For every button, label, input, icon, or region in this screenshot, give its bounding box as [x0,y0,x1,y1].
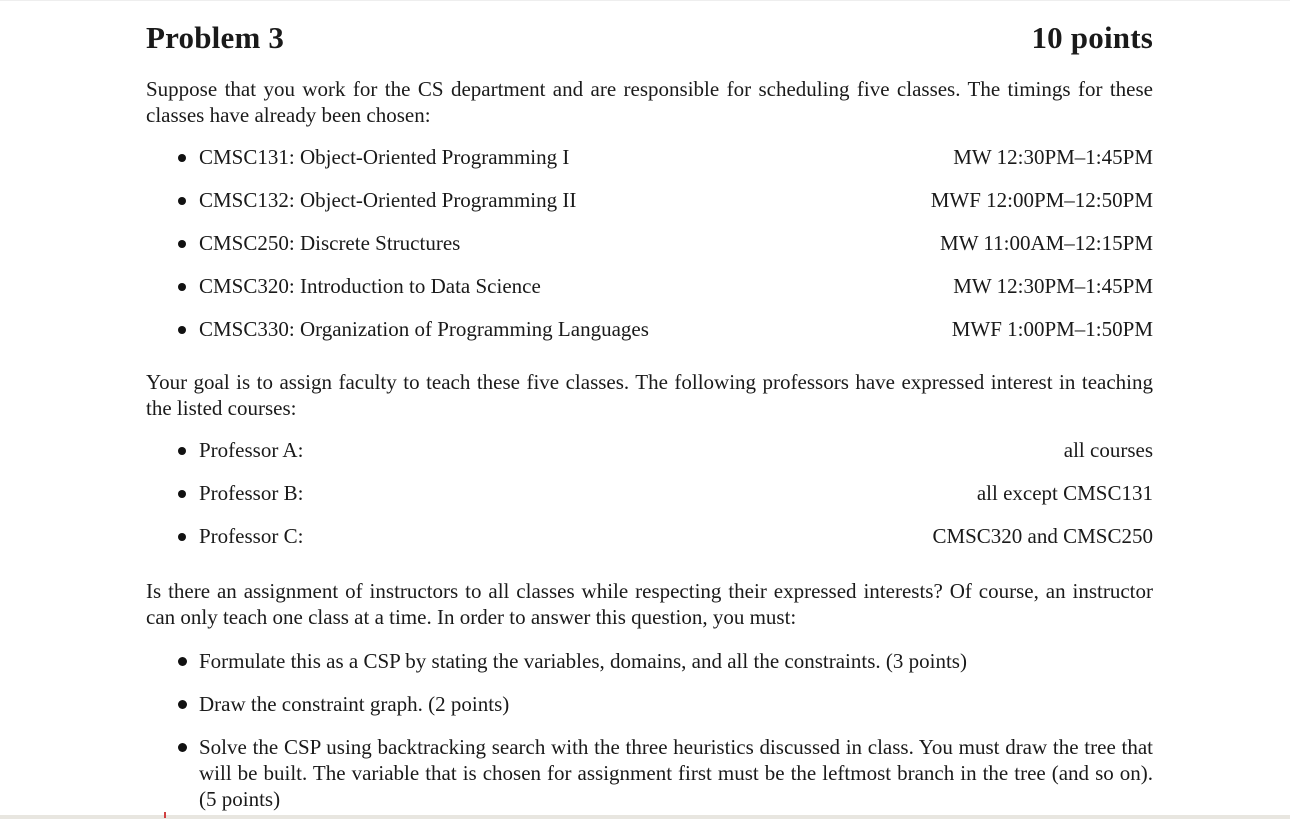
course-time: MWF 12:00PM–12:50PM [930,188,1153,212]
task-text: Solve the CSP using backtracking search with the three heuristics discussed in class. You must draw the tree that will be built. The variable that is chosen for assignment first must be the leftmost branch in the tree (and so on). (5 points) [199,735,1153,811]
course-name: CMSC330: Organization of Programming Languages [199,317,649,341]
document-page [146,20,1153,829]
professor-name: Professor B: [199,481,304,505]
bullet-icon [178,197,186,205]
problem-header [146,20,1153,60]
professor-item [146,523,1153,566]
question-paragraph: Is there an assignment of instructors to all classes while respecting their expressed interests? Of course, an instructor can only teach one class at a time. In order to answer this question, you must: [146,579,1153,629]
course-time: MWF 1:00PM–1:50PM [951,317,1153,341]
course-name: CMSC132: Object-Oriented Programming II [199,188,577,212]
course-time: MW 11:00AM–12:15PM [940,231,1153,255]
bottom-border [0,815,1290,819]
bullet-icon [178,240,186,248]
bullet-icon [178,657,187,666]
task-list [146,648,1153,812]
bullet-icon [178,743,187,752]
professor-interest: CMSC320 and CMSC250 [932,524,1153,548]
bullet-icon [178,154,186,162]
course-name: CMSC320: Introduction to Data Science [199,274,541,298]
task-text: Formulate this as a CSP by stating the variables, domains, and all the constraints. (3 points) [199,649,967,673]
professor-item [146,480,1153,523]
problem-title: Problem 3 [146,20,285,55]
task-item [146,734,1153,812]
professor-name: Professor C: [199,524,304,548]
professor-name: Professor A: [199,438,304,462]
top-border [0,0,1290,1]
professor-interest: all except CMSC131 [976,481,1153,505]
course-item [146,230,1153,273]
margin-mark [164,812,166,818]
intro-paragraph: Suppose that you work for the CS department and are responsible for scheduling five classes. The timings for these classes have already been chosen: [146,77,1153,127]
course-item [146,187,1153,230]
bullet-icon [178,533,186,541]
bullet-icon [178,490,186,498]
task-item [146,691,1153,717]
professor-interest: all courses [1063,438,1153,462]
task-text: Draw the constraint graph. (2 points) [199,692,510,716]
bullet-icon [178,283,186,291]
bullet-icon [178,700,187,709]
course-time: MW 12:30PM–1:45PM [953,145,1153,169]
course-item [146,316,1153,359]
bullet-icon [178,326,186,334]
course-time: MW 12:30PM–1:45PM [953,274,1153,298]
bullet-icon [178,447,186,455]
professor-item [146,437,1153,480]
course-name: CMSC250: Discrete Structures [199,231,461,255]
course-name: CMSC131: Object-Oriented Programming I [199,145,570,169]
goal-paragraph: Your goal is to assign faculty to teach these five classes. The following professors have expressed interest in teaching the listed courses: [146,370,1153,420]
course-item [146,273,1153,316]
task-item [146,648,1153,674]
problem-points: 10 points [1031,20,1153,55]
professor-list [146,437,1153,566]
course-item [146,144,1153,187]
course-list [146,144,1153,359]
